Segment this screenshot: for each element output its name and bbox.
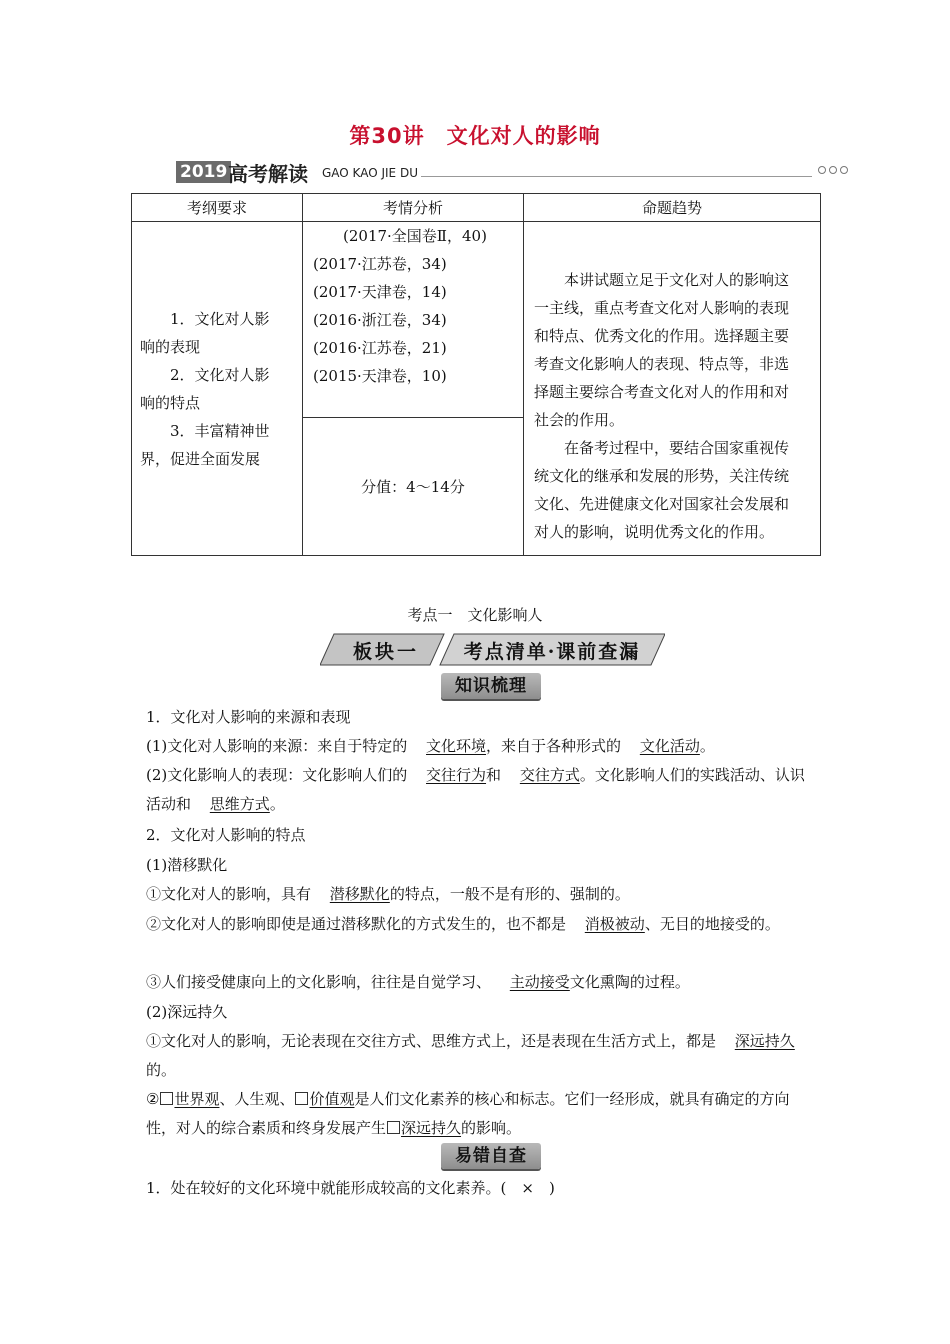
text: 的。: [146, 1061, 177, 1079]
text: 、无目的地接受的。: [644, 915, 780, 933]
banner-rule: [421, 176, 812, 177]
banner-title: 高考解读: [228, 162, 308, 186]
text: ②文化对人的影响即使是通过潜移默化的方式发生的，也不都是: [146, 915, 567, 933]
text: 和: [486, 766, 502, 784]
k-heading-1: 1．文化对人影响的来源和表现: [146, 708, 351, 726]
text: 的影响。: [461, 1119, 522, 1137]
requirements-cell: [132, 222, 303, 556]
blank-answer: 交往行为: [426, 766, 487, 784]
exam-item: (2017·江苏卷，34): [313, 255, 447, 273]
page-title: 第30讲 文化对人的影响: [349, 124, 601, 148]
k-item-b2: [146, 1085, 806, 1143]
requirement-line: 响的特点: [140, 393, 201, 412]
exam-list-cell: [303, 222, 524, 418]
blank-answer: 文化环境: [426, 737, 487, 755]
blank-answer: 交往方式: [519, 766, 580, 784]
requirement-line: 界，促进全面发展: [140, 449, 261, 468]
blank-box-icon: [387, 1121, 400, 1134]
requirement-line: 3．丰富精神世: [170, 421, 270, 440]
text: 。: [269, 795, 285, 813]
blank-box-icon: [160, 1092, 173, 1105]
requirement-line: 2．文化对人影: [170, 365, 270, 384]
k-para-source: [146, 732, 806, 761]
header-trend: 命题趋势: [524, 194, 821, 222]
k-item-b1: [146, 1027, 806, 1085]
requirement-line: 1．文化对人影: [170, 309, 270, 328]
text: ①文化对人的影响，无论表现在交往方式、思维方式上，还是表现在生活方式上，都是: [146, 1032, 717, 1050]
blank-answer: 价值观: [309, 1090, 355, 1108]
k-heading-2: 2．文化对人影响的特点: [146, 826, 306, 844]
blank-answer: 潜移默化: [329, 885, 390, 903]
block-banner: [320, 632, 665, 667]
text: ，来自于各种形式的: [486, 737, 622, 755]
score-cell: 分值：4～14分: [303, 418, 524, 556]
k-sub-1: (1)潜移默化: [146, 856, 228, 874]
exam-item: (2017·天津卷，14): [313, 283, 447, 301]
text: (2)文化影响人的表现：文化影响人们的: [146, 766, 408, 784]
k-item-a3: [146, 968, 806, 997]
k-para-manifest: [146, 761, 806, 819]
exam-item: (2016·江苏卷，21): [313, 339, 447, 357]
blank-answer: 消极被动: [584, 915, 645, 933]
text: 。: [699, 737, 715, 755]
blank-box-icon: [295, 1092, 308, 1105]
block-subtitle: 考点清单·课前查漏: [463, 641, 641, 663]
blank-answer: 主动接受: [509, 973, 570, 991]
trend-paragraph-1: 本讲试题立足于文化对人的影响这一主线，重点考查文化对人影响的表现和特点、优秀文化的作用。选择题主要考查文化影响人的表现、特点等，非选择题主要综合考查文化对人的作用和对社会的作用。: [534, 271, 790, 429]
exam-item: (2017·全国卷Ⅱ，40): [343, 227, 487, 245]
block-label: 板块一: [352, 641, 419, 663]
k-item-a2: [146, 910, 806, 939]
trend-cell: [524, 222, 821, 556]
analysis-table: [131, 193, 821, 556]
blank-answer: 文化活动: [639, 737, 700, 755]
text: 文化熏陶的过程。: [569, 973, 690, 991]
exam-item: (2016·浙江卷，34): [313, 311, 447, 329]
text: (1)文化对人影响的来源：来自于特定的: [146, 737, 408, 755]
header-analysis: 考情分析: [303, 194, 524, 222]
exam-banner: [176, 160, 848, 184]
blank-answer: 世界观: [174, 1090, 220, 1108]
trend-paragraph-2: 在备考过程中，要结合国家重视传统文化的继承和发展的形势，关注传统文化、先进健康文化对国家社会发展和对人的影响，说明优秀文化的作用。: [534, 439, 790, 541]
section-error-check: 易错自查: [441, 1143, 541, 1169]
text: ①文化对人的影响，具有: [146, 885, 312, 903]
k-item-a1: [146, 880, 806, 909]
text: ②: [146, 1090, 160, 1108]
text: 是人们文化素养的核心和标志。它们一经形成，就具有确定的方向性，对人的综合素质和终身发展产生: [146, 1090, 790, 1137]
text: 、人生观、: [219, 1090, 295, 1108]
text: 。文化影响人们的实践活动、认识活动和: [146, 766, 805, 813]
text: ③人们接受健康向上的文化影响，往往是自觉学习、: [146, 973, 492, 991]
topic-heading: 考点一 文化影响人: [407, 606, 543, 624]
e-question-1: 1．处在较好的文化环境中就能形成较高的文化素养。( × ): [146, 1179, 555, 1197]
requirement-line: 响的表现: [140, 337, 201, 356]
header-requirements: 考纲要求: [132, 194, 303, 222]
blank-answer: 深远持久: [734, 1032, 795, 1050]
banner-dots-icon: [818, 166, 848, 174]
blank-answer: 深远持久: [401, 1119, 462, 1137]
exam-item: (2015·天津卷，10): [313, 367, 447, 385]
banner-pinyin: GAO KAO JIE DU: [322, 166, 418, 180]
banner-year: 2019: [176, 161, 231, 183]
k-sub-2: (2)深远持久: [146, 1003, 228, 1021]
text: 的特点，一般不是有形的、强制的。: [389, 885, 630, 903]
blank-answer: 思维方式: [209, 795, 270, 813]
section-knowledge: 知识梳理: [441, 673, 541, 699]
